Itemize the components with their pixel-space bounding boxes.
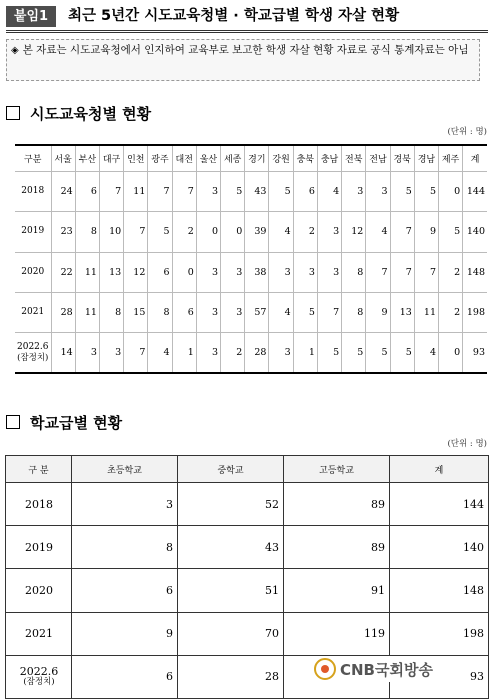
- region-table: [15, 144, 487, 374]
- document-header: [6, 4, 488, 33]
- provisional-label: (잠정치): [17, 353, 49, 364]
- region-table-header-cell: 제주: [439, 145, 463, 172]
- value-cell: 24: [51, 172, 75, 212]
- value-cell: 7: [148, 172, 172, 212]
- region-table-header-cell: 광주: [148, 145, 172, 172]
- value-cell: 52: [178, 483, 284, 526]
- value-cell: 7: [414, 252, 438, 292]
- value-cell: 7: [124, 333, 148, 374]
- section2-title-text: 학교급별 현황: [30, 414, 123, 432]
- year-label: 2018: [25, 497, 53, 511]
- value-cell: 144: [463, 172, 487, 212]
- region-table-header-cell: 전북: [342, 145, 366, 172]
- region-table-header-cell: 경남: [414, 145, 438, 172]
- table-row: [6, 569, 489, 612]
- value-cell: 3: [196, 252, 220, 292]
- region-table-header: [15, 145, 487, 172]
- value-cell: 0: [221, 212, 245, 252]
- value-cell: 3: [221, 292, 245, 332]
- year-cell: [15, 292, 51, 332]
- value-cell: 6: [293, 172, 317, 212]
- document-title: 최근 5년간 시도교육청별 · 학교급별 학생 자살 현황: [68, 8, 400, 24]
- year-label: 2020: [21, 266, 45, 277]
- value-cell: 43: [178, 526, 284, 569]
- value-cell: 5: [221, 172, 245, 212]
- value-cell: 13: [99, 252, 123, 292]
- school-level-table-header-cell: 계: [390, 456, 489, 483]
- value-cell: 12: [124, 252, 148, 292]
- year-cell: [15, 333, 51, 374]
- diamond-bullet-icon: ◈: [11, 45, 19, 56]
- value-cell: 5: [366, 333, 390, 374]
- value-cell: 93: [472, 347, 485, 359]
- value-cell: 3: [196, 333, 220, 374]
- value-cell: 5: [439, 212, 463, 252]
- checkbox-square-icon: [6, 415, 20, 429]
- value-cell: 7: [390, 252, 414, 292]
- value-cell: 4: [366, 212, 390, 252]
- section1-unit: (단위 : 명): [447, 127, 487, 137]
- attachment-tag: 붙임1: [6, 6, 56, 27]
- value-cell: 11: [124, 172, 148, 212]
- region-table-header-cell: 경북: [390, 145, 414, 172]
- value-cell: 0: [172, 252, 196, 292]
- region-table-header-cell: 세종: [221, 145, 245, 172]
- disclaimer-text: 본 자료는 시도교육청에서 인지하여 교육부로 보고한 학생 자살 현황 자료로 공식 통계자료는 아님: [22, 44, 469, 56]
- value-cell: 8: [148, 292, 172, 332]
- value-cell: 3: [366, 172, 390, 212]
- year-cell: [15, 212, 51, 252]
- value-cell: 7: [99, 172, 123, 212]
- value-cell: 0: [196, 212, 220, 252]
- table-row: [15, 172, 487, 212]
- value-cell: 5: [342, 333, 366, 374]
- value-cell: 5: [390, 172, 414, 212]
- value-cell: 89: [284, 483, 390, 526]
- value-cell: 7: [366, 252, 390, 292]
- value-cell: 28: [245, 333, 269, 374]
- region-table-header-cell: 서울: [51, 145, 75, 172]
- year-cell: [6, 526, 72, 569]
- region-table-header-cell: 부산: [75, 145, 99, 172]
- year-label: 2019: [21, 226, 45, 237]
- value-cell: 3: [317, 212, 341, 252]
- value-cell: 11: [414, 292, 438, 332]
- value-cell: 3: [317, 252, 341, 292]
- value-cell: 4: [148, 333, 172, 374]
- value-cell: 7: [317, 292, 341, 332]
- provisional-label: (잠정치): [23, 677, 55, 688]
- value-cell: 6: [72, 569, 178, 612]
- value-cell: 4: [414, 333, 438, 374]
- table-row: [6, 483, 489, 526]
- value-cell: 57: [245, 292, 269, 332]
- value-cell: 2: [439, 252, 463, 292]
- value-cell: 5: [317, 333, 341, 374]
- value-cell: 10: [99, 212, 123, 252]
- value-cell: 3: [196, 172, 220, 212]
- year-label: 2021: [25, 627, 53, 641]
- value-cell: 91: [284, 569, 390, 612]
- value-cell: 5: [414, 172, 438, 212]
- value-cell: 1: [172, 333, 196, 374]
- region-table-header-cell: 강원: [269, 145, 293, 172]
- school-level-table-header: [6, 456, 489, 483]
- region-table-header-cell: 충남: [317, 145, 341, 172]
- region-table-header-cell: 전남: [366, 145, 390, 172]
- region-table-header-cell: 구분: [15, 145, 51, 172]
- value-cell: 148: [390, 569, 489, 612]
- region-table-header-cell: 충북: [293, 145, 317, 172]
- value-cell: 28: [178, 655, 284, 698]
- year-cell: [15, 172, 51, 212]
- region-table-header-cell: 대전: [172, 145, 196, 172]
- value-cell: 6: [172, 292, 196, 332]
- table-row: [15, 333, 487, 374]
- value-cell: 8: [75, 212, 99, 252]
- value-cell: 43: [245, 172, 269, 212]
- value-cell: 5: [148, 212, 172, 252]
- value-cell: 12: [342, 212, 366, 252]
- value-cell: 22: [51, 252, 75, 292]
- value-cell: 23: [51, 212, 75, 252]
- value-cell: 3: [342, 172, 366, 212]
- value-cell: 8: [342, 292, 366, 332]
- value-cell: 13: [390, 292, 414, 332]
- value-cell: 1: [293, 333, 317, 374]
- value-cell: 28: [51, 292, 75, 332]
- table-row: [15, 212, 487, 252]
- watermark-text: CNB국회방송: [340, 660, 433, 679]
- value-cell: 140: [390, 526, 489, 569]
- table-row: [15, 292, 487, 332]
- value-cell: 3: [196, 292, 220, 332]
- year-label: 2020: [25, 583, 53, 597]
- value-cell: 3: [269, 252, 293, 292]
- value-cell: 70: [178, 612, 284, 655]
- region-table-header-cell: 울산: [196, 145, 220, 172]
- value-cell: 198: [463, 292, 487, 332]
- value-cell: 119: [284, 612, 390, 655]
- year-cell: [6, 569, 72, 612]
- broadcaster-watermark: [314, 656, 433, 682]
- region-table-header-cell: 인천: [124, 145, 148, 172]
- section2-title: [6, 412, 122, 433]
- value-cell: 2: [293, 212, 317, 252]
- value-cell: 5: [269, 172, 293, 212]
- value-cell: 3: [72, 483, 178, 526]
- value-cell: 198: [390, 612, 489, 655]
- value-cell: 9: [414, 212, 438, 252]
- value-cell: 8: [99, 292, 123, 332]
- school-level-table-header-cell: 구 분: [6, 456, 72, 483]
- value-cell: 2: [439, 292, 463, 332]
- value-cell: 89: [284, 526, 390, 569]
- table-row: [15, 252, 487, 292]
- region-table-header-cell: 경기: [245, 145, 269, 172]
- school-level-table-header-cell: 고등학교: [284, 456, 390, 483]
- value-cell: 8: [342, 252, 366, 292]
- value-cell: 2: [172, 212, 196, 252]
- value-cell: 39: [245, 212, 269, 252]
- value-cell: 11: [75, 292, 99, 332]
- value-cell: 3: [99, 333, 123, 374]
- value-cell: 7: [124, 212, 148, 252]
- value-cell: 140: [463, 212, 487, 252]
- region-table-header-cell: 계: [463, 145, 487, 172]
- value-cell: 15: [124, 292, 148, 332]
- value-cell: 6: [75, 172, 99, 212]
- value-cell: 7: [390, 212, 414, 252]
- value-cell: 3: [293, 252, 317, 292]
- year-cell: [15, 252, 51, 292]
- value-cell: 14: [51, 333, 75, 374]
- value-cell: 11: [75, 252, 99, 292]
- value-cell: 2: [221, 333, 245, 374]
- value-cell: 5: [390, 333, 414, 374]
- value-cell: 9: [72, 612, 178, 655]
- value-cell: 3: [269, 333, 293, 374]
- region-table-header-cell: 대구: [99, 145, 123, 172]
- value-cell: 6: [148, 252, 172, 292]
- school-level-table-header-cell: 중학교: [178, 456, 284, 483]
- value-cell: 4: [269, 212, 293, 252]
- value-cell: 3: [221, 252, 245, 292]
- value-cell: 51: [178, 569, 284, 612]
- disclaimer-note: [6, 39, 480, 81]
- section2-unit: (단위 : 명): [447, 439, 487, 449]
- value-cell: 8: [72, 526, 178, 569]
- table-row: [6, 612, 489, 655]
- value-cell: 6: [72, 655, 178, 698]
- table-row: [6, 526, 489, 569]
- year-cell: [6, 612, 72, 655]
- year-label: 2019: [25, 540, 53, 554]
- year-label: 2021: [21, 307, 45, 318]
- value-cell: 0: [439, 333, 463, 374]
- value-cell: 3: [75, 333, 99, 374]
- year-label: 2022.6: [17, 342, 49, 353]
- value-cell: 9: [366, 292, 390, 332]
- value-cell: 7: [172, 172, 196, 212]
- year-cell: [6, 655, 72, 698]
- value-cell: 5: [293, 292, 317, 332]
- broadcaster-logo-icon: [314, 658, 336, 680]
- year-cell: [6, 483, 72, 526]
- section1-title-text: 시도교육청별 현황: [30, 105, 152, 123]
- value-cell: 0: [439, 172, 463, 212]
- value-cell: 38: [245, 252, 269, 292]
- section1-title: [6, 103, 151, 124]
- value-cell: 144: [390, 483, 489, 526]
- school-level-table-header-cell: 초등학교: [72, 456, 178, 483]
- value-cell: 4: [317, 172, 341, 212]
- checkbox-square-icon: [6, 106, 20, 120]
- year-label: 2018: [21, 186, 45, 197]
- value-cell: 4: [269, 292, 293, 332]
- year-label: 2022.6: [19, 665, 59, 679]
- value-cell: 93: [390, 655, 489, 698]
- value-cell: 148: [463, 252, 487, 292]
